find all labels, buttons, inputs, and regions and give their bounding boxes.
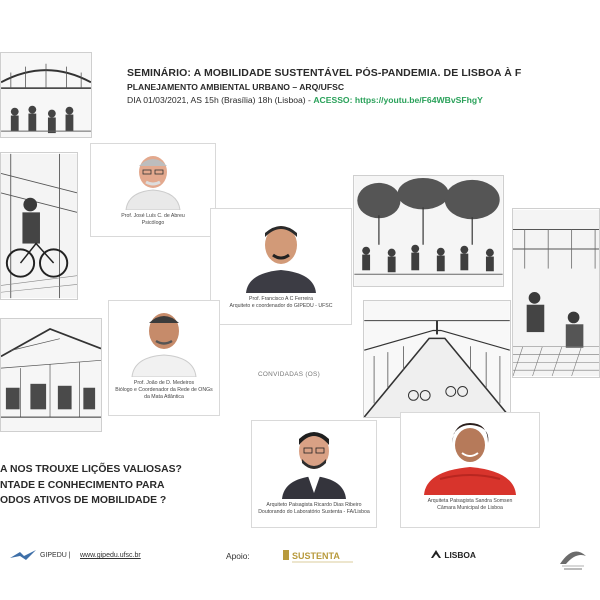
speaker-photo: [126, 303, 202, 377]
speaker-card-ferreira: [210, 208, 352, 325]
access-link[interactable]: ACESSO: https://youtu.be/F64WBvSFhgY: [313, 95, 483, 105]
seminar-title: SEMINÁRIO: A MOBILIDADE SUSTENTÁVEL PÓS-PANDEMIA. DE LISBOA À F: [127, 67, 522, 79]
speaker-photo: [274, 423, 354, 499]
gipedu-website-link[interactable]: www.gipedu.ufsc.br: [80, 552, 141, 559]
speaker-photo: [236, 215, 326, 293]
sustenta-text: SUSTENTA: [292, 551, 340, 561]
guests-label: CONVIDADAS (OS): [258, 371, 321, 378]
seminar-date-line: [127, 95, 483, 105]
speaker-name: Arquiteta Paisagista Sandra Somsen: [427, 498, 513, 504]
question-block: [0, 462, 245, 509]
speaker-name: Prof. João de D. Medeiros: [133, 380, 195, 386]
speaker-name: Prof. Francisco A C Ferreira: [249, 296, 313, 302]
sketch-pedestrian-bridge: [363, 300, 511, 418]
speaker-role: Biólogo e Coordenador da Rede de ONGs da Mata Atlântica: [115, 387, 213, 401]
speaker-card-ribeiro: [251, 420, 377, 528]
sustenta-logo-icon: [283, 548, 355, 564]
question-line: ODOS ATIVOS DE MOBILIDADE ?: [0, 495, 167, 506]
sketch-park-crowd: [353, 175, 504, 287]
sketch-bridge-crowd: [0, 52, 92, 138]
speaker-role: Câmara Municipal de Lisboa: [437, 505, 503, 512]
speaker-card-medeiros: [108, 300, 220, 416]
speaker-name: Prof. José Luís C. de Abreu: [121, 213, 185, 219]
speaker-role: Psicólogo: [141, 220, 165, 227]
date-text: DIA 01/03/2021, AS 15h (Brasília) 18h (Lisboa) -: [127, 95, 314, 105]
footer-bar: [0, 540, 600, 580]
speaker-card-abreu: [90, 143, 216, 237]
gipedu-label: GIPEDU |: [40, 552, 71, 559]
speaker-card-somsen: [400, 412, 540, 528]
speaker-name: Arquiteto Paisagista Ricardo Dias Ribeiro: [266, 502, 362, 508]
gipedu-bird-icon: [10, 550, 36, 562]
speaker-photo: [120, 146, 186, 210]
lisboa-logo-icon: [430, 549, 476, 560]
seminar-subtitle: PLANEJAMENTO AMBIENTAL URBANO – ARQ/UFSC: [127, 82, 345, 92]
apoio-label: Apoio:: [226, 551, 250, 561]
sketch-market-pavilion: [0, 318, 102, 432]
speaker-photo: [420, 417, 520, 495]
sketch-boardwalk-sitting: [512, 208, 600, 378]
sketch-cyclist-street: [0, 152, 78, 300]
speaker-role: Arquiteto e coordenador do GIPEDU - UFSC: [229, 303, 333, 310]
ufsc-emblem-icon: [556, 542, 590, 574]
question-line: A NOS TROUXE LIÇÕES VALIOSAS?: [0, 464, 182, 475]
question-line: NTADE E CONHECIMENTO PARA: [0, 479, 165, 491]
speaker-role: Doutorando do Laboratório Sustenta - FA/Lisboa: [258, 509, 370, 516]
lisboa-text: LISBOA: [444, 550, 476, 560]
